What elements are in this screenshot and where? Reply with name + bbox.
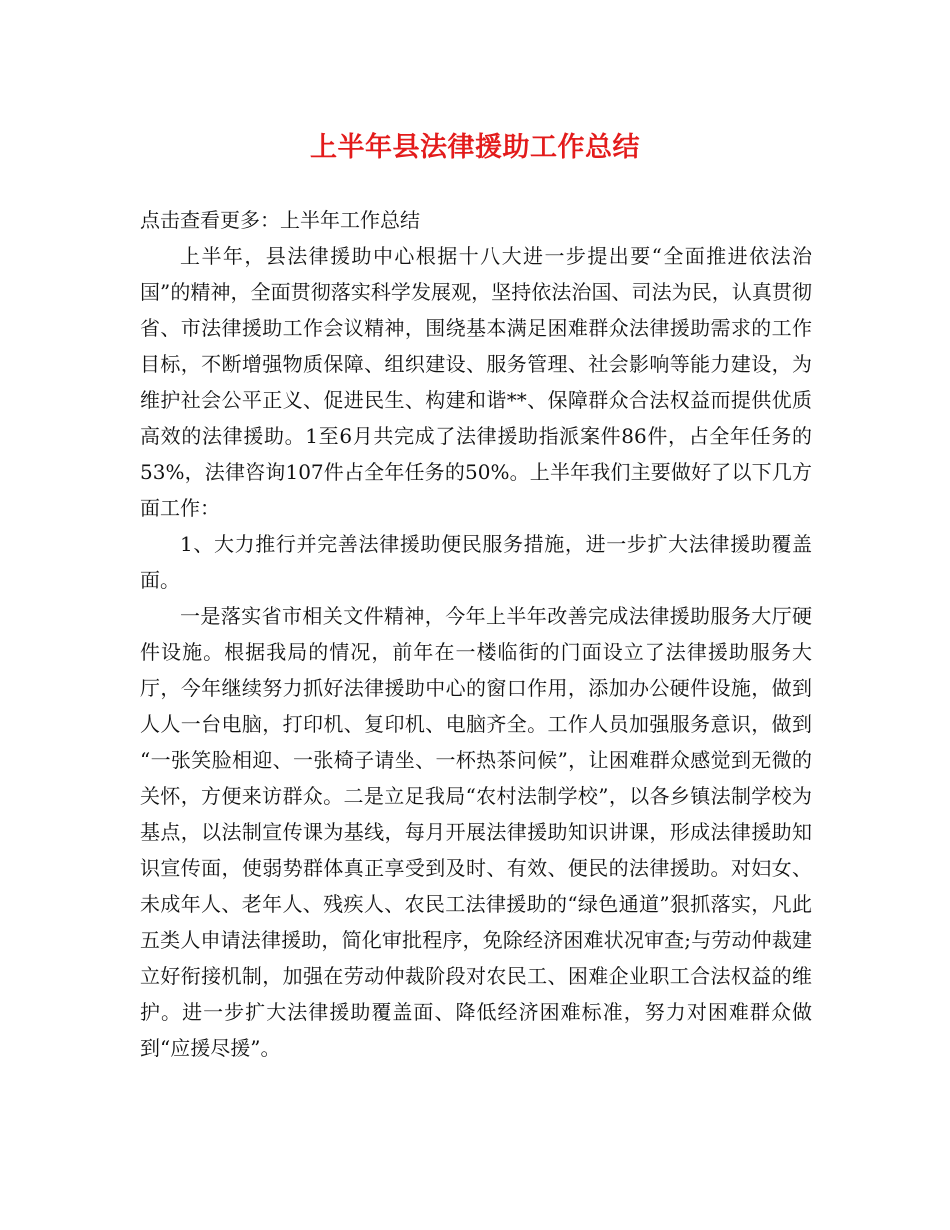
section-1-paragraph: 一是落实省市相关文件精神，今年上半年改善完成法律援助服务大厅硬件设施。根据我局的情况，前年在一楼临街的门面设立了法律援助服务大厅，今年继续努力抓好法律援助中心的窗口作用，添加办公硬件设施，做到人人一台电脑，打印机、复印机、电脑齐全。工作人员加强服务意识，做到 “一张笑脸相迎、一张椅子请坐、一杯热茶问候”，让困难群众感觉到无微的关怀，方便来访群众。二是立足我局“农村法制学校”，以各乡镇法制学校为基点，以法制宣传课为基线，每月开展法律援助知识讲课，形成法律援助知识宣传面，使弱势群体真正享受到及时、有效、便民的法律援助。对妇女、未成年人、老年人、残疾人、农民工法律援助的“绿色通道”狠抓落实，凡此五类人申请法律援助，简化审批程序，免除经济困难状况审查;与劳动仲裁建立好衔接机制，加强在劳动仲裁阶段对农民工、困难企业职工合法权益的维护。进一步扩大法律援助覆盖面、降低经济困难标准，努力对困难群众做到“应援尽援”。 — [140, 604, 812, 1060]
document-body — [140, 202, 812, 1066]
document-title: 上半年县法律援助工作总结 — [310, 132, 640, 163]
section-heading-1: 1、大力推行并完善法律援助便民服务措施，进一步扩大法律援助覆盖面。 — [140, 532, 812, 592]
related-link-paragraph: 点击查看更多：上半年工作总结 — [140, 208, 420, 232]
intro-paragraph: 上半年，县法律援助中心根据十八大进一步提出要“全面推进依法治国”的精神，全面贯彻落实科学发展观，坚持依法治国、司法为民，认真贯彻省、市法律援助工作会议精神，围绕基本满足困难群众法律援助需求的工作目标，不断增强物质保障、组织建设、服务管理、社会影响等能力建设，为维护社会公平正义、促进民生、构建和谐**、保障群众合法权益而提供优质高效的法律援助。1至6月共完成了法律援助指派案件86件，占全年任务的53%，法律咨询107件占全年任务的50%。上半年我们主要做好了以下几方面工作： — [140, 244, 812, 520]
